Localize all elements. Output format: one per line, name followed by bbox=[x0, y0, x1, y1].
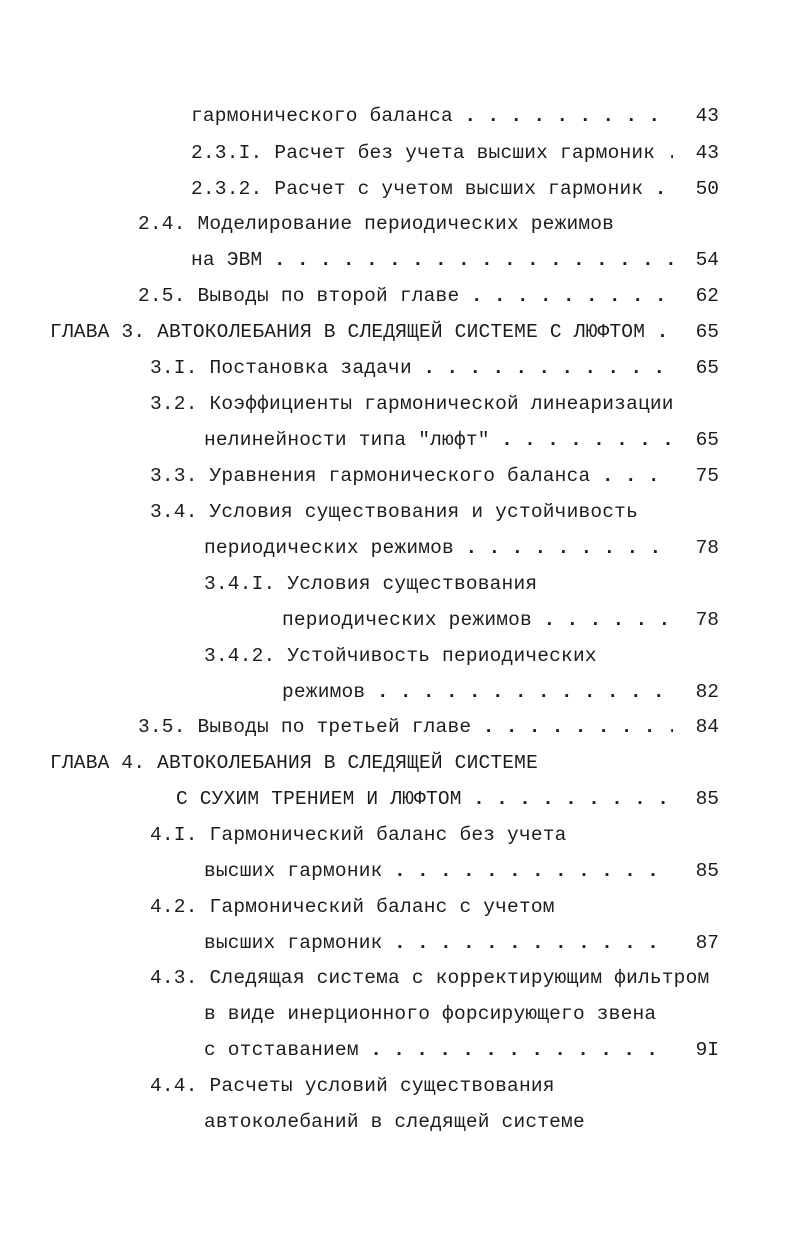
toc-text: гармонического баланса . . . bbox=[191, 101, 673, 131]
toc-line bbox=[150, 461, 673, 491]
toc-text: 4.3. Следящая система с корректирующим фильтром bbox=[150, 967, 710, 989]
toc-text: 4.2. Гармонический баланс с учетом bbox=[150, 896, 555, 918]
toc-page-number: 75 bbox=[695, 465, 719, 487]
toc-text: 2.3.2. Расчет с учетом высших гармоник . . . bbox=[191, 174, 673, 204]
toc-text: в виде инерционного форсирующего звена bbox=[204, 1003, 657, 1025]
toc-line bbox=[138, 209, 614, 239]
toc-page-number: 50 bbox=[695, 178, 719, 200]
toc-line bbox=[204, 1107, 585, 1137]
toc-line bbox=[176, 784, 673, 814]
toc-line bbox=[282, 677, 673, 707]
toc-line bbox=[150, 389, 674, 419]
toc-line bbox=[204, 999, 656, 1029]
toc-page-number: 65 bbox=[695, 321, 719, 343]
toc-page-number: 62 bbox=[695, 285, 719, 307]
toc-text: высших гармоник . . . bbox=[204, 856, 673, 886]
toc-text: 3.2. Коэффициенты гармонической линеаризации bbox=[150, 393, 674, 415]
toc-page-number: 85 bbox=[695, 860, 719, 882]
toc-line bbox=[204, 928, 673, 958]
toc-page-number: 85 bbox=[695, 788, 719, 810]
toc-line bbox=[150, 497, 638, 527]
toc-line bbox=[150, 1071, 555, 1101]
toc-line bbox=[150, 820, 567, 850]
toc-page-number: 84 bbox=[695, 716, 719, 738]
toc-text: с отставанием . . . bbox=[204, 1035, 673, 1065]
toc-line bbox=[282, 605, 673, 635]
toc-text: 3.I. Постановка задачи . . . bbox=[150, 353, 673, 383]
toc-text: ГЛАВА 4. АВТОКОЛЕБАНИЯ В СЛЕДЯЩЕЙ СИСТЕМЕ bbox=[50, 752, 538, 774]
toc-text: периодических режимов . . . bbox=[282, 605, 673, 635]
toc-line bbox=[204, 569, 537, 599]
toc-text: 2.5. Выводы по второй главе . . . bbox=[138, 281, 673, 311]
toc-text: 2.4. Моделирование периодических режимов bbox=[138, 213, 615, 235]
toc-line bbox=[191, 138, 673, 168]
toc-page-number: 78 bbox=[695, 537, 719, 559]
toc-line bbox=[150, 963, 709, 993]
toc-line bbox=[204, 425, 673, 455]
toc-text: 3.5. Выводы по третьей главе . . . bbox=[138, 712, 673, 742]
toc-text: 3.4. Условия существования и устойчивость bbox=[150, 501, 638, 523]
toc-line bbox=[204, 1035, 673, 1065]
toc-page-number: 43 bbox=[695, 142, 719, 164]
toc-line bbox=[150, 892, 555, 922]
toc-page-number: 65 bbox=[695, 429, 719, 451]
toc-text: 3.3. Уравнения гармонического баланса . . . bbox=[150, 461, 673, 491]
toc-line bbox=[191, 245, 673, 275]
toc-text: ГЛАВА 3. АВТОКОЛЕБАНИЯ В СЛЕДЯЩЕЙ СИСТЕМЕ С ЛЮФТОМ . . . bbox=[50, 317, 673, 347]
toc-text: 4.I. Гармонический баланс без учета bbox=[150, 824, 567, 846]
toc-line bbox=[191, 101, 673, 131]
chapter-3-heading bbox=[50, 317, 673, 347]
toc-page-number: 65 bbox=[695, 357, 719, 379]
toc-page-number: 43 bbox=[695, 105, 719, 127]
toc-line bbox=[191, 174, 673, 204]
toc-text: нелинейности типа "люфт" . . . bbox=[204, 425, 673, 455]
toc-text: режимов . . . bbox=[282, 677, 673, 707]
toc-text: высших гармоник . . . bbox=[204, 928, 673, 958]
toc-line bbox=[204, 533, 673, 563]
toc-line bbox=[138, 712, 673, 742]
toc-text: С СУХИМ ТРЕНИЕМ И ЛЮФТОМ . . . bbox=[176, 784, 673, 814]
toc-text: 2.3.I. Расчет без учета высших гармоник . . . bbox=[191, 138, 673, 168]
toc-text: 4.4. Расчеты условий существования bbox=[150, 1075, 555, 1097]
toc-page-number: 78 bbox=[695, 609, 719, 631]
toc-line bbox=[138, 281, 673, 311]
toc-text: периодических режимов . . . bbox=[204, 533, 673, 563]
toc-text: автоколебаний в следящей системе bbox=[204, 1111, 585, 1133]
toc-text: 3.4.I. Условия существования bbox=[204, 573, 538, 595]
toc-page-number: 54 bbox=[695, 249, 719, 271]
chapter-4-heading bbox=[50, 748, 538, 778]
toc-line bbox=[150, 353, 673, 383]
toc-line bbox=[204, 856, 673, 886]
toc-page-number: 87 bbox=[695, 932, 719, 954]
toc-page-number: 82 bbox=[695, 681, 719, 703]
toc-line bbox=[204, 641, 597, 671]
toc-text: на ЭВМ . . . bbox=[191, 245, 673, 275]
toc-page-number: 9I bbox=[695, 1039, 719, 1061]
toc-text: 3.4.2. Устойчивость периодических bbox=[204, 645, 597, 667]
